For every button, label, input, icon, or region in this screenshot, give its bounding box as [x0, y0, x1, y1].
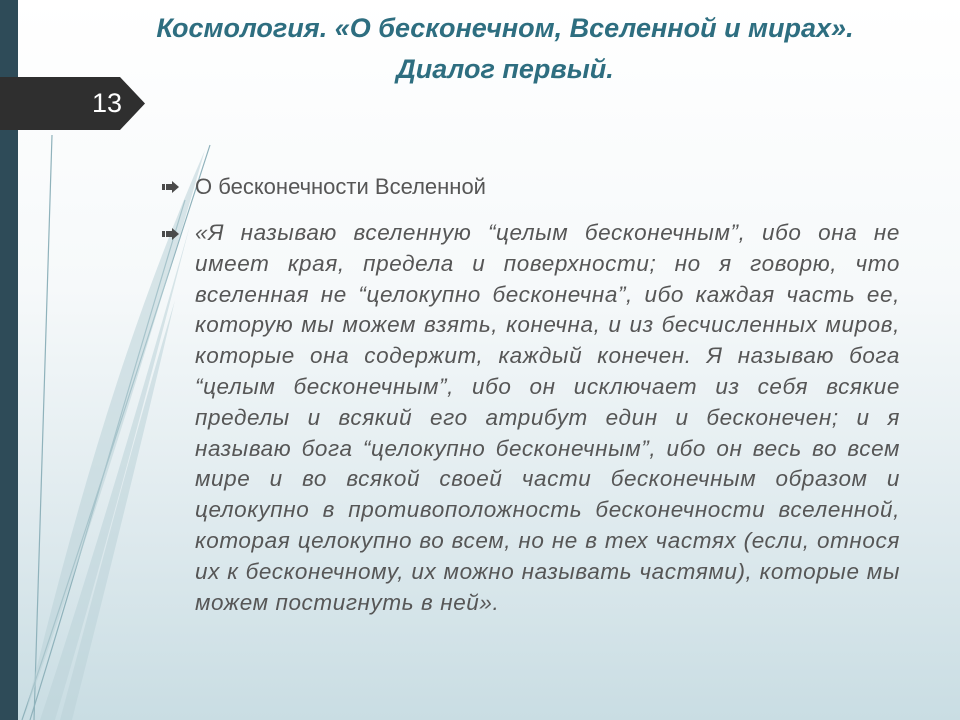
- bullet-item: [162, 172, 900, 202]
- bullet-item: [162, 218, 900, 618]
- bullet-text: О бесконечности Вселенной: [195, 174, 486, 199]
- slide-number-tab: [0, 77, 145, 130]
- slide-title: Космология. «О бесконечном, Вселенной и мирах». Диалог первый.: [156, 13, 854, 84]
- arrow-bullet-icon: [162, 228, 179, 240]
- quote-text: «Я называю вселенную “целым бесконечным”, ибо она не имеет края, предела и поверхности; но я говорю, что вселенная не “целокупно бесконечна”, ибо каждая часть ее, которую мы можем взять, конечна, и из бесчисленных миров, которые она содержит, каждый конечен. Я называю бога “целым бесконечным”, ибо он исключает из себя всякие пределы и всякий его атрибут един и бесконечен; и я называю бога “целокупно бесконечным”, ибо он весь во всем мире и во всякой своей части бесконечным образом и целокупно в противоположность бесконечности вселенной, которая целокупно во всем, но не в тех частях (если, относя их к бесконечному, их можно называть частями), которые мы можем постигнуть в ней».: [195, 220, 900, 615]
- slide-content: [162, 172, 900, 618]
- arrow-bullet-icon: [162, 181, 179, 193]
- slide-number: 13: [91, 88, 122, 118]
